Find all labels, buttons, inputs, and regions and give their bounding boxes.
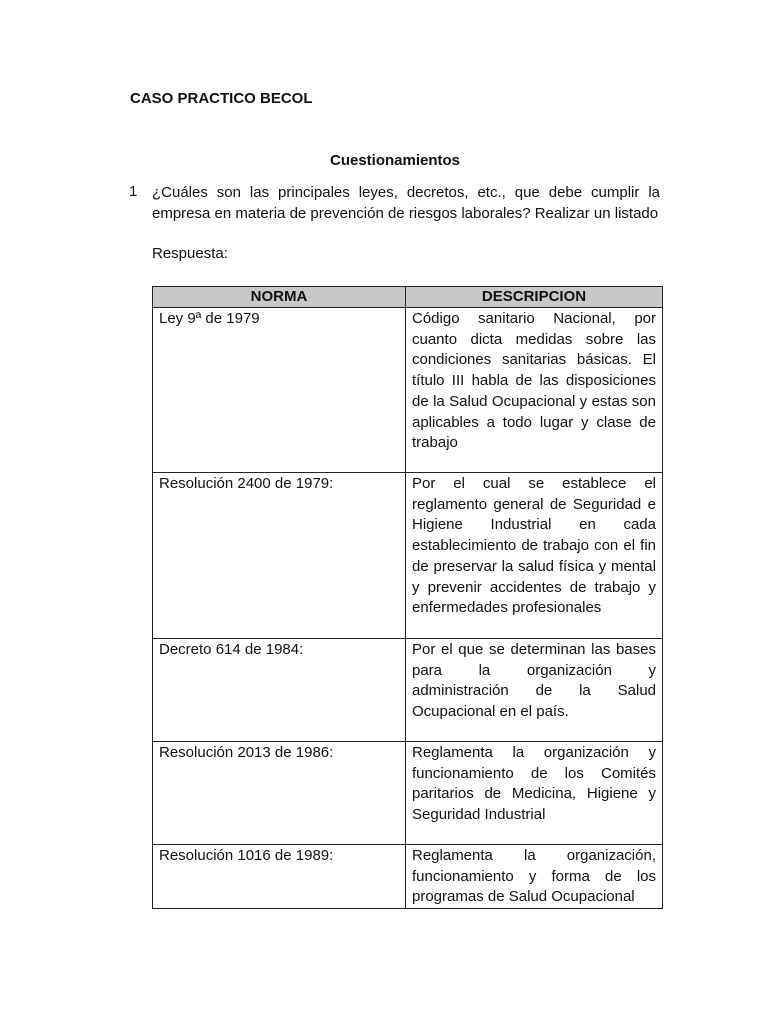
- header-descripcion: DESCRIPCION: [406, 287, 663, 308]
- table-row: [153, 845, 663, 909]
- norma-text: Resolución 2400 de 1979:: [159, 475, 334, 492]
- description-line: establecimiento de trabajo con el fin: [412, 537, 656, 555]
- description-line: trabajo: [412, 434, 458, 452]
- table-row: [153, 308, 663, 473]
- description-cell: [406, 742, 663, 845]
- description-text: [412, 308, 656, 454]
- description-text: [412, 742, 656, 826]
- description-line: funcionamiento de los Comités: [412, 764, 656, 782]
- description-line: funcionamiento y forma de los: [412, 867, 656, 885]
- question-number: 1: [129, 183, 138, 200]
- description-cell: [406, 845, 663, 909]
- table-row: [153, 639, 663, 742]
- norma-cell: [153, 308, 406, 473]
- description-line: Ocupacional en el país.: [412, 703, 569, 721]
- description-text: [412, 639, 656, 723]
- description-line: condiciones sanitarias básicas. El: [412, 351, 656, 369]
- description-line: Por el cual se establece el: [412, 475, 656, 492]
- document-title: CASO PRACTICO BECOL: [130, 90, 313, 107]
- norma-text: Ley 9ª de 1979: [159, 310, 260, 327]
- norma-text: Decreto 614 de 1984:: [159, 641, 304, 658]
- description-line: reglamento general de Seguridad e: [412, 495, 656, 513]
- description-line: programas de Salud Ocupacional: [412, 888, 635, 906]
- description-line: enfermedades profesionales: [412, 599, 602, 617]
- description-cell: [406, 308, 663, 473]
- description-line: paritarios de Medicina, Higiene y: [412, 785, 656, 803]
- description-line: cuanto dicta medidas sobre las: [412, 330, 656, 348]
- norma-text: Resolución 2013 de 1986:: [159, 744, 334, 761]
- description-line: para la organización y: [412, 661, 656, 679]
- description-cell: [406, 473, 663, 639]
- description-text: [412, 473, 656, 619]
- question-text: ¿Cuáles son las principales leyes, decretos, etc., que debe cumplir la empresa en materia de prevención de riesgos laborales? Realizar un listado: [152, 184, 660, 222]
- section-title: Cuestionamientos: [329, 152, 461, 169]
- description-text: [412, 845, 656, 908]
- description-cell: [406, 639, 663, 742]
- description-line: Código sanitario Nacional, por: [412, 310, 656, 327]
- norma-cell: [153, 845, 406, 909]
- norma-cell: [153, 639, 406, 742]
- header-norma: NORMA: [153, 287, 406, 308]
- table-header-row: [153, 287, 663, 308]
- norma-cell: [153, 742, 406, 845]
- table-row: [153, 473, 663, 639]
- description-line: Reglamenta la organización,: [412, 847, 656, 864]
- description-line: Higiene Industrial en cada: [412, 516, 656, 534]
- norms-table: [152, 286, 663, 909]
- description-line: aplicables a todo lugar y clase de: [412, 413, 656, 431]
- description-line: Reglamenta la organización y: [412, 744, 656, 761]
- description-line: Por el que se determinan las bases: [412, 641, 656, 658]
- description-line: título III habla de las disposiciones: [412, 372, 656, 390]
- norma-cell: [153, 473, 406, 639]
- table-row: [153, 742, 663, 845]
- description-line: y prevenir accidentes de trabajo y: [412, 578, 656, 596]
- answer-label: Respuesta:: [152, 245, 228, 262]
- description-line: de preservar la salud física y mental: [412, 557, 656, 575]
- norma-text: Resolución 1016 de 1989:: [159, 847, 334, 864]
- description-line: administración de la Salud: [412, 682, 656, 700]
- description-line: Seguridad Industrial: [412, 806, 546, 824]
- description-line: de la Salud Ocupacional y estas son: [412, 392, 656, 410]
